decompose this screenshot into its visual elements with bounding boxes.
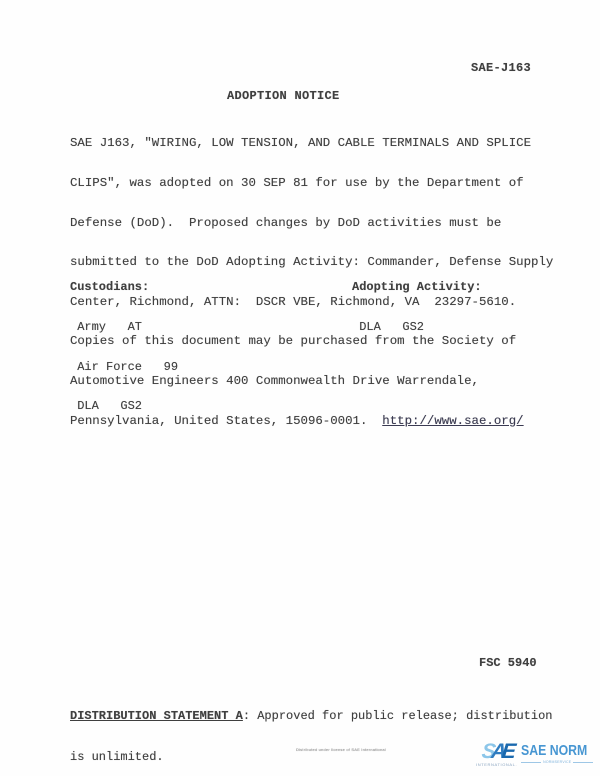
paragraph-line-text: Pennsylvania, United States, 15096-0001.	[70, 413, 383, 428]
sae-logo-letter-e: E	[500, 740, 513, 763]
custodian-item: DLA GS2	[70, 399, 143, 414]
distribution-line1	[70, 710, 570, 724]
sae-logo-icon	[475, 742, 518, 762]
paragraph-line: Center, Richmond, ATTN: DSCR VBE, Richmond, VA 23297-5610.	[70, 294, 517, 309]
distribution-line2: is unlimited.	[70, 749, 164, 764]
paragraph-line: CLIPS", was adopted on 30 SEP 81 for use by the Department of	[70, 176, 524, 191]
custodians-block	[70, 255, 178, 440]
paragraph-line: SAE J163, "WIRING, LOW TENSION, AND CABLE TERMINALS AND SPLICE	[70, 136, 532, 151]
doc-number: SAE-J163	[471, 61, 532, 75]
distribution-statement-text: : Approved for public release; distribution	[242, 709, 553, 723]
tagline-rule-left	[521, 762, 541, 763]
adopting-activity-item: DLA GS2	[352, 320, 425, 335]
paragraph-line: submitted to the DoD Adopting Activity: Commander, Defense Supply	[70, 255, 554, 270]
sae-website-link[interactable]: http://www.sae.org/	[382, 413, 524, 428]
custodian-item: Army AT	[70, 320, 143, 335]
distribution-statement-label: DISTRIBUTION STATEMENT A	[70, 709, 243, 723]
fsc-code: FSC 5940	[479, 656, 537, 670]
custodians-heading: Custodians:	[70, 280, 150, 295]
page-title: ADOPTION NOTICE	[227, 89, 340, 103]
paragraph-line: Defense (DoD). Proposed changes by DoD activities must be	[70, 215, 502, 230]
sae-logo-letter-a: A	[490, 740, 504, 763]
license-fineprint: Distributed under license of SAE International	[296, 747, 386, 752]
adopting-activity-heading: Adopting Activity:	[352, 280, 482, 295]
sae-norm-brand-block	[521, 742, 600, 764]
sae-norm-logo	[476, 742, 598, 774]
paragraph-line: Automotive Engineers 400 Commonwealth Drive Warrendale,	[70, 374, 479, 389]
sae-international-mark	[476, 742, 517, 767]
sae-norm-tagline: NORMSERVICE	[543, 760, 572, 764]
sae-norm-tagline-row	[521, 760, 593, 764]
sae-logo-letter-s: S	[480, 740, 493, 763]
custodian-item: Air Force 99	[70, 359, 179, 374]
sae-international-label: INTERNATIONAL.	[476, 762, 518, 767]
tagline-rule-right	[573, 762, 593, 763]
adopting-activity-block	[352, 255, 482, 361]
paragraph-line: Copies of this document may be purchased from the Society of	[70, 334, 517, 349]
sae-norm-wordmark: SAE NORM	[521, 742, 588, 759]
